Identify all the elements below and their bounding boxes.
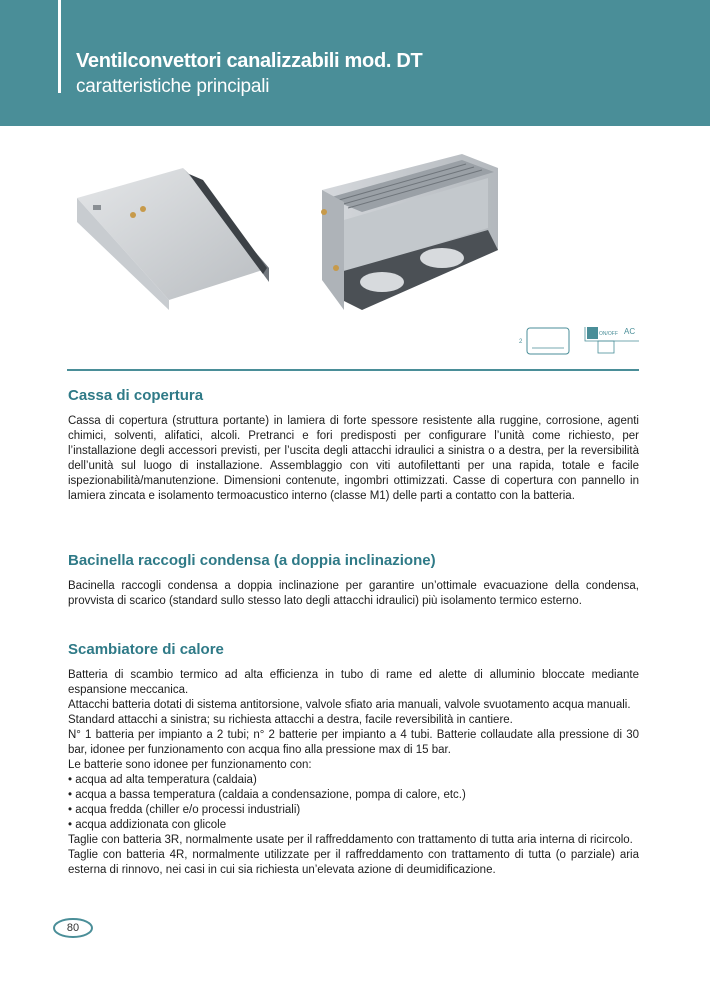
- section-title-bacinella: Bacinella raccogli condensa (a doppia inclinazione): [68, 552, 436, 569]
- section-body-cassa: Cassa di copertura (struttura portante) in lamiera di forte spessore resistente alla ruggine, corrosione, agenti chimici, solventi, alifatici, alcoli. Pretranci e fori predisposti per configurare l’unità come richiesto, per l’installazione degli accessori previsti, per l’uscita degli attacchi idraulici a sinistra o a destra, per la reversibilità dell’unità sul luogo di installazione. Assemblaggio con viti autofilettanti per una rapida, totale e facile ispezionabilità/manutenzione. Dimensioni contenute, ingombri ottimizzati. Casse di copertura con pannello in lamiera zincata e isolamento termoacustico interno (classe M1) delle parti a contatto con la batteria.: [68, 415, 639, 502]
- section-title-cassa: Cassa di copertura: [68, 387, 204, 404]
- product-image-floor-unit: [302, 150, 506, 325]
- list-item: • acqua fredda (chiller e/o processi industriali): [68, 804, 301, 816]
- paragraph-line: Standard attacchi a sinistra; su richiesta attacchi a destra, facile reversibilità in cantiere.: [68, 714, 513, 726]
- page-title: Ventilconvettori canalizzabili mod. DT: [76, 50, 423, 72]
- list-item: • acqua addizionata con glicole: [68, 819, 227, 831]
- section-body-scambiatore: [68, 668, 639, 878]
- bullet-list: [68, 773, 639, 833]
- section-divider: [67, 369, 639, 371]
- paragraph-line: Batteria di scambio termico ad alta efficienza in tubo di rame ed alette di alluminio bloccate mediante espansione meccanica.: [68, 669, 639, 696]
- paragraph-line: Taglie con batteria 4R, normalmente utilizzate per il raffreddamento con trattamento di tutta (o parziale) aria esterna di rinnovo, nei casi in cui sia richiesta un’elevata azione di deumidificazione.: [68, 849, 639, 876]
- paragraph-line: Le batterie sono idonee per funzionamento con:: [68, 759, 312, 771]
- paragraph-line: Taglie con batteria 3R, normalmente usate per il raffreddamento con trattamento di tutta aria interna di ricircolo.: [68, 834, 633, 846]
- unit-icon-label: 2: [519, 339, 523, 345]
- product-image-ducted-unit: [73, 160, 271, 310]
- paragraph-line: Attacchi batteria dotati di sistema antitorsione, valvole sfiato aria manuali, valvole svuotamento acqua manuali.: [68, 699, 631, 711]
- header-accent-bar: [58, 0, 61, 93]
- paragraph-line: N° 1 batteria per impianto a 2 tubi; n° 2 batterie per impianto a 4 tubi. Batterie collaudate alla pressione di 30 bar, idonee per funzionamento con acqua fino alla pressione max di 15 bar.: [68, 729, 639, 756]
- unit-shape-icon: [520, 326, 572, 356]
- page-subtitle: caratteristiche principali: [76, 76, 270, 97]
- list-item: • acqua a bassa temperatura (caldaia a condensazione, pompa di calore, etc.): [68, 789, 466, 801]
- ac-label: AC: [624, 327, 636, 336]
- section-body-bacinella: Bacinella raccogli condensa a doppia inclinazione per garantire un’ottimale evacuazione della condensa, provvista di scarico (standard sullo stesso lato degli attacchi idraulici) più isolamento termico esterno.: [68, 580, 639, 607]
- page-number: 80: [66, 922, 80, 934]
- section-title-scambiatore: Scambiatore di calore: [68, 641, 224, 658]
- on-off-label: ON/OFF: [599, 331, 618, 337]
- list-item: • acqua ad alta temperatura (caldaia): [68, 774, 257, 786]
- page-header: [0, 0, 710, 126]
- page-number-badge: [52, 917, 94, 939]
